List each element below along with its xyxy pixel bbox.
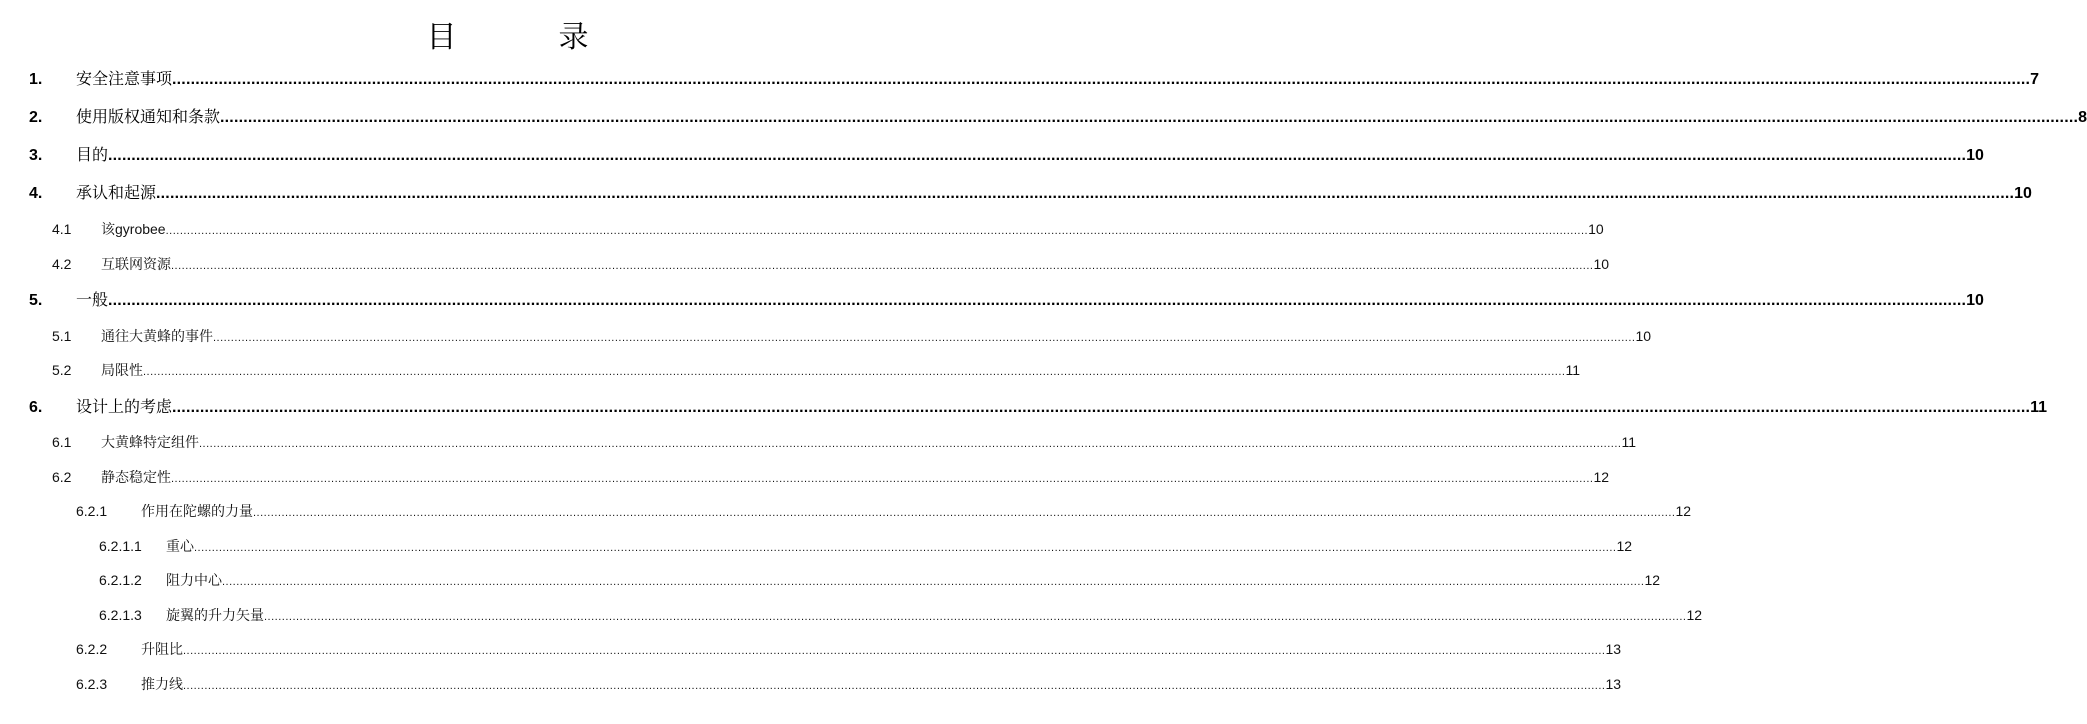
toc-number: 6.2.1.2 bbox=[99, 572, 142, 588]
toc-page: 10 bbox=[1593, 256, 1610, 272]
leader-dots: ................................................................................................................................................................................................................................................................................................................................................................................................................ bbox=[213, 332, 1636, 344]
toc-entry[interactable] bbox=[99, 571, 1661, 591]
toc-text: 互联网资源 bbox=[101, 256, 171, 272]
toc-text: 阻力中心 bbox=[166, 572, 222, 588]
toc-page: 13 bbox=[1605, 641, 1622, 657]
toc-number: 6. bbox=[29, 399, 43, 416]
leader-dots: ................................................................................................................................................................................................................................................................................................................................................................................................................ bbox=[172, 399, 2031, 416]
toc-number: 5.1 bbox=[52, 328, 72, 344]
toc-text: 目的 bbox=[76, 147, 109, 164]
toc-page: 11 bbox=[1621, 434, 1637, 450]
toc-entry[interactable] bbox=[52, 327, 1652, 347]
toc-number: 6.2.1.1 bbox=[99, 538, 142, 554]
toc-number: 1. bbox=[29, 71, 43, 88]
toc-entry[interactable] bbox=[29, 70, 2040, 90]
page-title: 目 录 bbox=[426, 20, 625, 55]
leader-dots: ................................................................................................................................................................................................................................................................................................................................................................................................................ bbox=[220, 109, 2079, 126]
toc-page: 12 bbox=[1686, 607, 1703, 623]
toc-entry[interactable] bbox=[29, 398, 2048, 418]
toc-page: 10 bbox=[1966, 292, 1984, 309]
leader-dots: ................................................................................................................................................................................................................................................................................................................................................................................................................ bbox=[108, 292, 1967, 309]
toc-entry[interactable] bbox=[76, 675, 1622, 695]
toc-entry[interactable] bbox=[29, 184, 2032, 204]
leader-dots: ................................................................................................................................................................................................................................................................................................................................................................................................................ bbox=[171, 473, 1594, 485]
leader-dots: ................................................................................................................................................................................................................................................................................................................................................................................................................ bbox=[222, 576, 1645, 588]
toc-number: 5.2 bbox=[52, 362, 72, 378]
toc-number: 3. bbox=[29, 147, 43, 164]
toc-number: 4. bbox=[29, 185, 43, 202]
toc-text: 使用版权通知和条款 bbox=[76, 109, 221, 126]
leader-dots: ................................................................................................................................................................................................................................................................................................................................................................................................................ bbox=[199, 438, 1622, 450]
toc-page: 7 bbox=[2030, 71, 2040, 88]
toc-number: 2. bbox=[29, 109, 43, 126]
toc-page: 10 bbox=[1635, 328, 1652, 344]
toc-text: 承认和起源 bbox=[76, 185, 157, 202]
toc-entry[interactable] bbox=[29, 108, 2087, 128]
toc-text: 作用在陀螺的力量 bbox=[141, 503, 253, 519]
toc-text: 局限性 bbox=[101, 362, 143, 378]
toc-entry[interactable] bbox=[52, 220, 1604, 240]
toc-text: 升阻比 bbox=[141, 641, 183, 657]
toc-page: 12 bbox=[1675, 503, 1692, 519]
leader-dots: ................................................................................................................................................................................................................................................................................................................................................................................................................ bbox=[183, 645, 1606, 657]
toc-page: 8 bbox=[2078, 109, 2087, 126]
leader-dots: ................................................................................................................................................................................................................................................................................................................................................................................................................ bbox=[253, 507, 1676, 519]
leader-dots: ................................................................................................................................................................................................................................................................................................................................................................................................................ bbox=[108, 147, 1967, 164]
toc-page: 13 bbox=[1605, 676, 1622, 692]
toc-number: 6.2 bbox=[52, 469, 72, 485]
toc-entry[interactable] bbox=[29, 146, 1984, 166]
leader-dots: ................................................................................................................................................................................................................................................................................................................................................................................................................ bbox=[165, 225, 1589, 237]
toc-entry[interactable] bbox=[76, 502, 1692, 522]
leader-dots: ................................................................................................................................................................................................................................................................................................................................................................................................................ bbox=[143, 366, 1566, 378]
toc-number: 4.1 bbox=[52, 221, 72, 237]
toc-text: 通往大黄蜂的事件 bbox=[101, 328, 213, 344]
toc-number: 5. bbox=[29, 292, 43, 309]
toc-text: 一般 bbox=[76, 292, 109, 309]
leader-dots: ................................................................................................................................................................................................................................................................................................................................................................................................................ bbox=[156, 185, 2015, 202]
toc-entry[interactable] bbox=[99, 537, 1633, 557]
leader-dots: ................................................................................................................................................................................................................................................................................................................................................................................................................ bbox=[172, 71, 2031, 88]
toc-page: 10 bbox=[1966, 147, 1984, 164]
toc-page: 11 bbox=[2030, 399, 2048, 416]
toc-number: 6.2.1.3 bbox=[99, 607, 142, 623]
toc-text: 旋翼的升力矢量 bbox=[166, 607, 264, 623]
toc-page: 12 bbox=[1616, 538, 1633, 554]
toc-text: 大黄蜂特定组件 bbox=[101, 434, 199, 450]
toc-entry[interactable] bbox=[52, 361, 1581, 381]
toc-entry[interactable] bbox=[99, 606, 1703, 626]
toc-entry[interactable] bbox=[29, 291, 1984, 311]
toc-entry[interactable] bbox=[52, 255, 1610, 275]
toc-page: 10 bbox=[1588, 221, 1604, 237]
toc-number: 6.1 bbox=[52, 434, 72, 450]
toc-text: 安全注意事项 bbox=[76, 71, 173, 88]
toc-page: 10 bbox=[2014, 185, 2032, 202]
leader-dots: ................................................................................................................................................................................................................................................................................................................................................................................................................ bbox=[171, 260, 1594, 272]
toc-page: 11 bbox=[1565, 362, 1581, 378]
toc-text: 该gyrobee bbox=[101, 221, 166, 237]
leader-dots: ................................................................................................................................................................................................................................................................................................................................................................................................................ bbox=[264, 611, 1687, 623]
toc-text: 静态稳定性 bbox=[101, 469, 171, 485]
toc-number: 6.2.3 bbox=[76, 676, 108, 692]
leader-dots: ................................................................................................................................................................................................................................................................................................................................................................................................................ bbox=[194, 542, 1617, 554]
leader-dots: ................................................................................................................................................................................................................................................................................................................................................................................................................ bbox=[183, 680, 1606, 692]
toc-text: 设计上的考虑 bbox=[76, 399, 173, 416]
toc-page: 12 bbox=[1593, 469, 1610, 485]
toc-text: 推力线 bbox=[141, 676, 183, 692]
toc-number: 6.2.1 bbox=[76, 503, 108, 519]
toc-number: 6.2.2 bbox=[76, 641, 108, 657]
toc-page: 12 bbox=[1644, 572, 1661, 588]
toc-text: 重心 bbox=[166, 538, 194, 554]
toc-entry[interactable] bbox=[76, 640, 1622, 660]
toc-entry[interactable] bbox=[52, 468, 1610, 488]
toc-number: 4.2 bbox=[52, 256, 72, 272]
toc-entry[interactable] bbox=[52, 433, 1637, 453]
